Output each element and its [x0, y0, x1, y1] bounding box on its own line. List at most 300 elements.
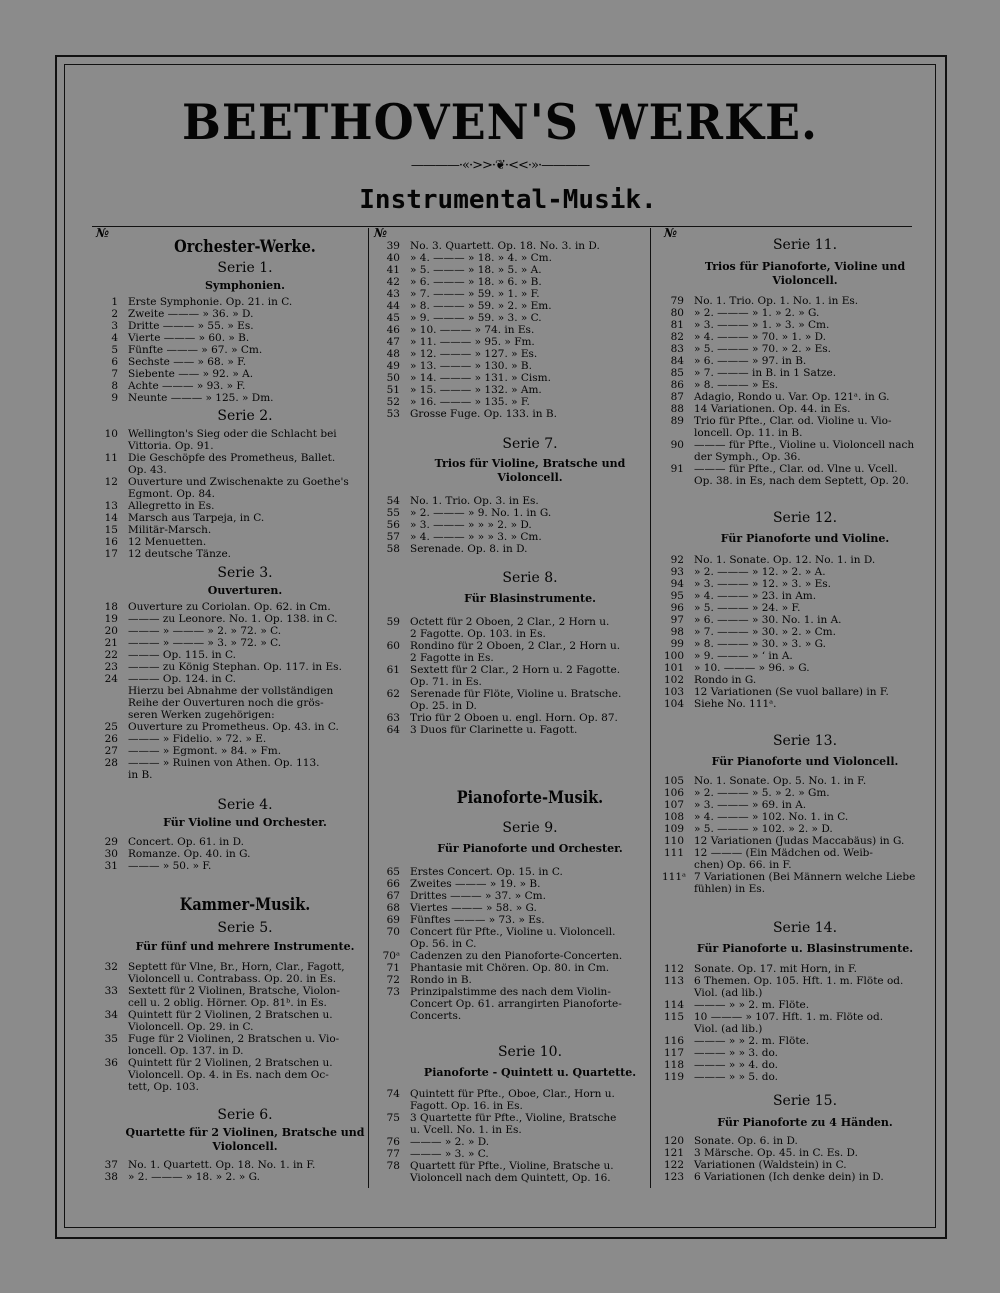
entry-text: Viol. (ad lib.): [694, 1023, 763, 1035]
entry-text: No. 1. Quartett. Op. 18. No. 1. in F.: [128, 1159, 316, 1171]
entry-text: ——— » Fidelio. » 72. » E.: [128, 733, 267, 745]
entry-text: » 5. ——— » 24. » F.: [694, 602, 801, 614]
entry-text: 6 Themen. Op. 105. Hft. 1. m. Flöte od.: [694, 975, 904, 987]
entry-text: Variationen (Waldstein) in C.: [694, 1159, 847, 1171]
entry-number: 106: [663, 787, 684, 799]
entry-text: Viol. (ad lib.): [694, 987, 763, 999]
entry-number: 123: [663, 1171, 684, 1183]
heading-serie-4: Serie 4.: [217, 797, 273, 813]
entry-number: 112: [663, 963, 684, 975]
entry-text: 12 ——— (Ein Mädchen od. Weib-: [694, 847, 873, 859]
entry-number: 108: [663, 811, 684, 823]
entry-text: Zweites ——— » 19. » B.: [410, 878, 541, 890]
entry-number: 50: [386, 372, 400, 384]
entry-text: Violoncell nach dem Quintett, Op. 16.: [410, 1172, 611, 1184]
entry-text: Fagott. Op. 16. in Es.: [410, 1100, 523, 1112]
entry-text: der Symph., Op. 36.: [694, 451, 801, 463]
entry-number: 94: [670, 578, 684, 590]
entry-text: ——— » » 2. m. Flöte.: [694, 999, 810, 1011]
entry-number: 102: [663, 674, 684, 686]
entry-number: 76: [386, 1136, 400, 1148]
entry-number: 91: [670, 463, 684, 475]
number-sign-col1: №: [96, 226, 110, 240]
entry-text: » 16. ——— » 135. » F.: [410, 396, 530, 408]
entry-text: No. 1. Sonate. Op. 12. No. 1. in D.: [694, 554, 876, 566]
entry-text: Sextett für 2 Violinen, Bratsche, Violon-: [128, 985, 340, 997]
entry-text: ——— Op. 115. in C.: [128, 649, 237, 661]
entry-text: Allegretto in Es.: [128, 500, 215, 512]
entry-number: 39: [386, 240, 400, 252]
entry-text: No. 1. Sonate. Op. 5. No. 1. in F.: [694, 775, 867, 787]
entry-number: 80: [670, 307, 684, 319]
entry-number: 90: [670, 439, 684, 451]
entry-number: 41: [386, 264, 400, 276]
heading-fuenf-instrumente: Für fünf und mehrere Instrumente.: [135, 940, 355, 953]
entry-text: ——— » 3. » C.: [410, 1148, 489, 1160]
entry-text: » 3. ——— » 69. in A.: [694, 799, 807, 811]
ornament-rule: ————·«·>>·❦·<<·»·————: [410, 158, 590, 173]
entry-text: » 4. ——— » 70. » 1. » D.: [694, 331, 827, 343]
entry-text: Fünfte ——— » 67. » Cm.: [128, 344, 263, 356]
entry-text: No. 3. Quartett. Op. 18. No. 3. in D.: [410, 240, 600, 252]
entry-text: 12 Variationen (Judas Maccabäus) in G.: [694, 835, 905, 847]
entry-number: 98: [670, 626, 684, 638]
entry-text: » 10. ——— » 74. in Es.: [410, 324, 535, 336]
entry-text: » 2. ——— » 18. » 2. » G.: [128, 1171, 260, 1183]
entry-number: 58: [386, 543, 400, 555]
entry-number: 13: [104, 500, 118, 512]
entry-number: 37: [104, 1159, 118, 1171]
entry-number: 16: [104, 536, 118, 548]
entry-text: ——— » 2. » D.: [410, 1136, 490, 1148]
entry-text: cell u. 2 oblig. Hörner. Op. 81ᵇ. in Es.: [128, 997, 327, 1009]
entry-text: Quartett für Pfte., Violine, Bratsche u.: [410, 1160, 614, 1172]
entry-number: 55: [386, 507, 400, 519]
heading-symphonien: Symphonien.: [204, 279, 285, 292]
entry-number: 122: [663, 1159, 684, 1171]
entry-text: ——— für Pfte., Violine u. Violoncell nach: [694, 439, 915, 451]
entry-text: 14 Variationen. Op. 44. in Es.: [694, 403, 851, 415]
entry-number: 51: [386, 384, 400, 396]
entry-text: Serenade. Op. 8. in D.: [410, 543, 528, 555]
entry-number: 114: [663, 999, 684, 1011]
heading-violine-orchester: Für Violine und Orchester.: [163, 816, 327, 829]
entry-text: » 7. ——— in B. in 1 Satze.: [694, 367, 837, 379]
entry-number: 111ᵃ: [662, 871, 687, 883]
entry-number: 83: [670, 343, 684, 355]
entry-text: Romanze. Op. 40. in G.: [128, 848, 251, 860]
entry-text: » 8. ——— » Es.: [694, 379, 779, 391]
entry-number: 120: [663, 1135, 684, 1147]
entry-text: u. Vcell. No. 1. in Es.: [410, 1124, 522, 1136]
entry-number: 101: [663, 662, 684, 674]
entry-text: Concert Op. 61. arrangirten Pianoforte-: [410, 998, 622, 1010]
entry-number: 68: [386, 902, 400, 914]
entry-text: Rondino für 2 Oboen, 2 Clar., 2 Horn u.: [410, 640, 621, 652]
entry-number: 40: [386, 252, 400, 264]
entry-number: 25: [104, 721, 118, 733]
entry-number: 62: [386, 688, 400, 700]
entry-text: loncell. Op. 11. in B.: [694, 427, 803, 439]
heading-pianoforte-blas: Für Pianoforte u. Blasinstrumente.: [696, 942, 914, 955]
entry-text: Vittoria. Op. 91.: [128, 440, 214, 452]
entry-number: 22: [104, 649, 118, 661]
entry-number: 107: [663, 799, 684, 811]
entry-number: 61: [386, 664, 400, 676]
entry-number: 44: [386, 300, 400, 312]
entry-text: » 15. ——— » 132. » Am.: [410, 384, 542, 396]
entry-text: No. 1. Trio. Op. 1. No. 1. in Es.: [694, 295, 859, 307]
entry-text: No. 1. Trio. Op. 3. in Es.: [410, 495, 539, 507]
heading-serie-2: Serie 2.: [217, 408, 273, 424]
heading-serie-7: Serie 7.: [502, 436, 558, 452]
entry-number: 12: [104, 476, 118, 488]
heading-kammer-musik: Kammer-Musik.: [179, 895, 311, 915]
entry-text: » 4. ——— » 23. in Am.: [694, 590, 817, 602]
heading-pianoforte-musik: Pianoforte-Musik.: [456, 788, 604, 808]
entry-text: » 3. ——— » » » 2. » D.: [410, 519, 532, 531]
heading-serie-15: Serie 15.: [772, 1093, 838, 1109]
entry-number: 17: [104, 548, 118, 560]
heading-serie-5: Serie 5.: [217, 920, 273, 936]
entry-text: Grosse Fuge. Op. 133. in B.: [410, 408, 557, 420]
entry-number: 111: [663, 847, 684, 859]
entry-number: 42: [386, 276, 400, 288]
heading-serie-13: Serie 13.: [772, 733, 838, 749]
heading-orchester-werke: Orchester-Werke.: [174, 237, 316, 257]
entry-text: ——— » » 4. do.: [694, 1059, 778, 1071]
entry-text: 3 Quartette für Pfte., Violine, Bratsche: [410, 1112, 617, 1124]
entry-text: in B.: [128, 769, 153, 781]
entry-number: 63: [386, 712, 400, 724]
entry-number: 15: [104, 524, 118, 536]
entry-text: » 5. ——— » 18. » 5. » A.: [410, 264, 542, 276]
entry-text: 2 Fagotte. Op. 103. in Es.: [410, 628, 546, 640]
entry-text: » 9. ——— » 59. » 3. » C.: [410, 312, 542, 324]
entry-text: 3 Duos für Clarinette u. Fagott.: [410, 724, 578, 736]
entry-text: Violoncell. Op. 4. in Es. nach dem Oc-: [128, 1069, 329, 1081]
entry-text: Sonate. Op. 17. mit Horn, in F.: [694, 963, 857, 975]
heading-pianoforte-violine: Für Pianoforte und Violine.: [720, 532, 890, 545]
entry-number: 47: [386, 336, 400, 348]
entry-number: 56: [386, 519, 400, 531]
entry-text: 6 Variationen (Ich denke dein) in D.: [694, 1171, 884, 1183]
entry-number: 57: [386, 531, 400, 543]
entry-text: Serenade für Flöte, Violine u. Bratsche.: [410, 688, 622, 700]
entry-text: Quintett für 2 Violinen, 2 Bratschen u.: [128, 1057, 333, 1069]
number-sign-col2: №: [374, 226, 388, 240]
entry-text: ——— » ——— » 2. » 72. » C.: [128, 625, 282, 637]
entry-number: 119: [663, 1071, 684, 1083]
entry-number: 28: [104, 757, 118, 769]
entry-text: loncell. Op. 137. in D.: [128, 1045, 244, 1057]
entry-number: 109: [663, 823, 684, 835]
heading-serie-1: Serie 1.: [217, 260, 273, 276]
entry-text: Op. 25. in D.: [410, 700, 477, 712]
entry-number: 5: [111, 344, 118, 356]
entry-number: 19: [104, 613, 118, 625]
heading-trios-pianoforte: Trios für Pianoforte, Violine und Violoncell.: [704, 260, 906, 287]
heading-blasinstrumente: Für Blasinstrumente.: [464, 592, 596, 605]
entry-text: » 8. ——— » 30. » 3. » G.: [694, 638, 826, 650]
entry-text: Rondo in B.: [410, 974, 472, 986]
heading-serie-9: Serie 9.: [502, 820, 558, 836]
entry-text: » 13. ——— » 130. » B.: [410, 360, 532, 372]
entry-number: 121: [663, 1147, 684, 1159]
entry-number: 72: [386, 974, 400, 986]
entry-number: 103: [663, 686, 684, 698]
entry-text: Viertes ——— » 58. » G.: [410, 902, 537, 914]
heading-trios-violine: Trios für Violine, Bratsche und Violoncell.: [434, 457, 626, 484]
entry-text: Erstes Concert. Op. 15. in C.: [410, 866, 563, 878]
entry-number: 4: [111, 332, 118, 344]
entry-number: 29: [104, 836, 118, 848]
entry-number: 32: [104, 961, 118, 973]
entry-number: 70ᵃ: [382, 950, 400, 962]
entry-text: » 2. ——— » 9. No. 1. in G.: [410, 507, 552, 519]
entry-text: Octett für 2 Oboen, 2 Clar., 2 Horn u.: [410, 616, 610, 628]
entry-text: ——— » ——— » 3. » 72. » C.: [128, 637, 282, 649]
heading-pianoforte-orchester: Für Pianoforte und Orchester.: [437, 842, 623, 855]
entry-number: 115: [663, 1011, 684, 1023]
entry-text: » 7. ——— » 59. » 1. » F.: [410, 288, 540, 300]
entry-number: 52: [386, 396, 400, 408]
entry-text: Reihe der Ouverturen noch die grös-: [128, 697, 324, 709]
entry-text: 12 Variationen (Se vuol ballare) in F.: [694, 686, 889, 698]
entry-number: 60: [386, 640, 400, 652]
entry-text: » 14. ——— » 131. » Cism.: [410, 372, 551, 384]
entry-text: Sechste —— » 68. » F.: [128, 356, 247, 368]
entry-number: 69: [386, 914, 400, 926]
entry-text: Erste Symphonie. Op. 21. in C.: [128, 296, 293, 308]
entry-number: 46: [386, 324, 400, 336]
entry-number: 84: [670, 355, 684, 367]
entry-text: Fuge für 2 Violinen, 2 Bratschen u. Vio-: [128, 1033, 340, 1045]
entry-number: 54: [386, 495, 400, 507]
entry-text: » 4. ——— » » » 3. » Cm.: [410, 531, 542, 543]
entry-number: 14: [104, 512, 118, 524]
entry-text: Neunte ——— » 125. » Dm.: [128, 392, 274, 404]
entry-number: 89: [670, 415, 684, 427]
entry-number: 3: [111, 320, 118, 332]
entry-number: 26: [104, 733, 118, 745]
entry-number: 33: [104, 985, 118, 997]
entry-text: ——— » » 2. m. Flöte.: [694, 1035, 810, 1047]
entry-number: 64: [386, 724, 400, 736]
entry-number: 99: [670, 638, 684, 650]
entry-text: 2 Fagotte in Es.: [410, 652, 494, 664]
entry-text: » 5. ——— » 70. » 2. » Es.: [694, 343, 832, 355]
heading-serie-10: Serie 10.: [497, 1044, 563, 1060]
entry-text: Op. 43.: [128, 464, 167, 476]
entry-number: 97: [670, 614, 684, 626]
entry-number: 59: [386, 616, 400, 628]
entry-text: » 6. ——— » 97. in B.: [694, 355, 807, 367]
entry-number: 93: [670, 566, 684, 578]
entry-text: » 10. ——— » 96. » G.: [694, 662, 810, 674]
entry-text: Quintett für Pfte., Oboe, Clar., Horn u.: [410, 1088, 615, 1100]
entry-text: » 11. ——— » 95. » Fm.: [410, 336, 535, 348]
entry-text: » 5. ——— » 102. » 2. » D.: [694, 823, 833, 835]
entry-number: 21: [104, 637, 118, 649]
entry-number: 10: [104, 428, 118, 440]
entry-text: ——— zu Leonore. No. 1. Op. 138. in C.: [128, 613, 338, 625]
entry-number: 30: [104, 848, 118, 860]
entry-number: 20: [104, 625, 118, 637]
entry-text: Trio für 2 Oboen u. engl. Horn. Op. 87.: [410, 712, 618, 724]
entry-number: 79: [670, 295, 684, 307]
entry-text: seren Werken zugehörigen:: [128, 709, 275, 721]
entry-number: 71: [386, 962, 400, 974]
entry-number: 48: [386, 348, 400, 360]
entry-text: » 7. ——— » 30. » 2. » Cm.: [694, 626, 836, 638]
entry-text: 3 Märsche. Op. 45. in C. Es. D.: [694, 1147, 858, 1159]
entry-text: » 3. ——— » 1. » 3. » Cm.: [694, 319, 830, 331]
entry-number: 8: [111, 380, 118, 392]
entry-number: 96: [670, 602, 684, 614]
entry-number: 88: [670, 403, 684, 415]
entry-number: 24: [104, 673, 118, 685]
entry-text: Op. 71. in Es.: [410, 676, 482, 688]
entry-text: Achte ——— » 93. » F.: [128, 380, 246, 392]
entry-text: Fünftes ——— » 73. » Es.: [410, 914, 545, 926]
entry-text: Phantasie mit Chören. Op. 80. in Cm.: [410, 962, 610, 974]
entry-text: Dritte ——— » 55. » Es.: [128, 320, 254, 332]
entry-number: 78: [386, 1160, 400, 1172]
entry-number: 67: [386, 890, 400, 902]
entry-text: ——— für Pfte., Clar. od. Vlne u. Vcell.: [694, 463, 898, 475]
entry-text: Op. 38. in Es, nach dem Septett, Op. 20.: [694, 475, 909, 487]
entry-number: 110: [663, 835, 684, 847]
entry-text: Militär-Marsch.: [128, 524, 212, 536]
entry-number: 105: [663, 775, 684, 787]
entry-number: 82: [670, 331, 684, 343]
entry-number: 92: [670, 554, 684, 566]
entry-text: Violoncell u. Contrabass. Op. 20. in Es.: [128, 973, 337, 985]
entry-text: » 9. ——— » ‘ in A.: [694, 650, 793, 662]
entry-text: » 12. ——— » 127. » Es.: [410, 348, 538, 360]
entry-text: Ouverture zu Prometheus. Op. 43. in C.: [128, 721, 339, 733]
entry-text: » 6. ——— » 30. No. 1. in A.: [694, 614, 842, 626]
entry-number: 43: [386, 288, 400, 300]
entry-number: 81: [670, 319, 684, 331]
entry-number: 23: [104, 661, 118, 673]
entry-text: ——— » Ruinen von Athen. Op. 113.: [128, 757, 320, 769]
entry-text: ——— » 50. » F.: [128, 860, 212, 872]
entry-text: » 3. ——— » 12. » 3. » Es.: [694, 578, 832, 590]
heading-pianoforte-violoncell: Für Pianoforte und Violoncell.: [711, 755, 899, 768]
entry-text: 10 ——— » 107. Hft. 1. m. Flöte od.: [694, 1011, 884, 1023]
entry-text: Trio für Pfte., Clar. od. Violine u. Vio-: [694, 415, 892, 427]
entry-number: 35: [104, 1033, 118, 1045]
entry-text: » 2. ——— » 1. » 2. » G.: [694, 307, 820, 319]
entry-text: Violoncell. Op. 29. in C.: [128, 1021, 254, 1033]
entry-text: Concerts.: [410, 1010, 462, 1022]
entry-number: 118: [663, 1059, 684, 1071]
entry-number: 53: [386, 408, 400, 420]
column-divider-2: [650, 228, 651, 1188]
entry-text: ——— » » 5. do.: [694, 1071, 778, 1083]
entry-text: Prinzipalstimme des nach dem Violin-: [410, 986, 611, 998]
entry-text: Ouverture und Zwischenakte zu Goethe's: [128, 476, 349, 488]
entry-text: Concert. Op. 61. in D.: [128, 836, 245, 848]
entry-text: ——— » » 3. do.: [694, 1047, 778, 1059]
header-rule: [92, 226, 912, 227]
entry-number: 85: [670, 367, 684, 379]
entry-text: Sonate. Op. 6. in D.: [694, 1135, 798, 1147]
entry-number: 95: [670, 590, 684, 602]
entry-text: Cadenzen zu den Pianoforte-Concerten.: [410, 950, 623, 962]
entry-text: Die Geschöpfe des Prometheus, Ballet.: [128, 452, 336, 464]
entry-text: Egmont. Op. 84.: [128, 488, 216, 500]
heading-serie-14: Serie 14.: [772, 920, 838, 936]
entry-text: 12 Menuetten.: [128, 536, 207, 548]
entry-text: Sextett für 2 Clar., 2 Horn u. 2 Fagotte.: [410, 664, 621, 676]
entry-number: 45: [386, 312, 400, 324]
entry-number: 74: [386, 1088, 400, 1100]
column-divider-1: [368, 228, 369, 1188]
entry-text: fühlen) in Es.: [694, 883, 766, 895]
heading-serie-8: Serie 8.: [502, 570, 558, 586]
entry-text: Drittes ——— » 37. » Cm.: [410, 890, 546, 902]
number-sign-col3: №: [664, 226, 678, 240]
heading-serie-3: Serie 3.: [217, 565, 273, 581]
entry-number: 27: [104, 745, 118, 757]
entry-text: Marsch aus Tarpeja, in C.: [128, 512, 265, 524]
entry-number: 31: [104, 860, 118, 872]
entry-number: 38: [104, 1171, 118, 1183]
heading-pianoforte-quintett: Pianoforte - Quintett u. Quartette.: [423, 1066, 637, 1079]
entry-number: 116: [663, 1035, 684, 1047]
entry-number: 70: [386, 926, 400, 938]
entry-number: 117: [663, 1047, 684, 1059]
entry-text: ——— zu König Stephan. Op. 117. in Es.: [128, 661, 342, 673]
entry-text: » 6. ——— » 18. » 6. » B.: [410, 276, 542, 288]
heading-serie-6: Serie 6.: [217, 1107, 273, 1123]
entry-text: Zweite ——— » 36. » D.: [128, 308, 254, 320]
entry-number: 34: [104, 1009, 118, 1021]
entry-text: » 2. ——— » 5. » 2. » Gm.: [694, 787, 830, 799]
entry-text: Hierzu bei Abnahme der vollständigen: [128, 685, 334, 697]
entry-number: 9: [111, 392, 118, 404]
entry-number: 49: [386, 360, 400, 372]
entry-number: 18: [104, 601, 118, 613]
heading-serie-11: Serie 11.: [772, 237, 838, 253]
entry-number: 65: [386, 866, 400, 878]
entry-text: Rondo in G.: [694, 674, 757, 686]
entry-text: chen) Op. 66. in F.: [694, 859, 792, 871]
entry-number: 1: [111, 296, 118, 308]
entry-number: 113: [663, 975, 684, 987]
entry-text: 7 Variationen (Bei Männern welche Liebe: [694, 871, 916, 883]
heading-quartette: Quartette für 2 Violinen, Bratsche und Violoncell.: [125, 1126, 365, 1153]
entry-text: Vierte ——— » 60. » B.: [128, 332, 250, 344]
entry-text: » 4. ——— » 102. No. 1. in C.: [694, 811, 849, 823]
entry-text: tett, Op. 103.: [128, 1081, 199, 1093]
entry-text: Quintett für 2 Violinen, 2 Bratschen u.: [128, 1009, 333, 1021]
entry-number: 6: [111, 356, 118, 368]
entry-text: Wellington's Sieg oder die Schlacht bei: [128, 428, 337, 440]
heading-ouverturen: Ouverturen.: [207, 584, 283, 597]
entry-number: 75: [386, 1112, 400, 1124]
entry-number: 87: [670, 391, 684, 403]
heading-serie-12: Serie 12.: [772, 510, 838, 526]
entry-text: Adagio, Rondo u. Var. Op. 121ᵃ. in G.: [694, 391, 890, 403]
entry-text: » 8. ——— » 59. » 2. » Em.: [410, 300, 552, 312]
entry-text: Septett für Vlne, Br., Horn, Clar., Fagott,: [128, 961, 345, 973]
entry-text: Siebente —— » 92. » A.: [128, 368, 254, 380]
entry-number: 104: [663, 698, 684, 710]
